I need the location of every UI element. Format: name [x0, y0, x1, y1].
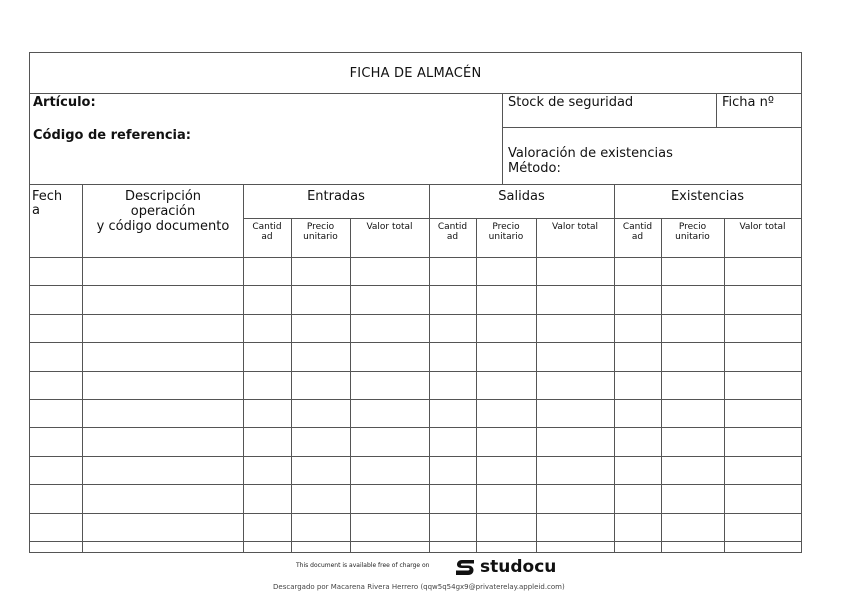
descripcion-header-line1: Descripción [124, 189, 202, 204]
salidas-header: Salidas [498, 189, 545, 204]
fecha-header-line2: a [32, 203, 40, 218]
table-row [30, 371, 801, 372]
col-divider-x-cantidad [661, 218, 662, 552]
entradas-valor-header: Valor total [366, 222, 413, 232]
col-divider-descripcion [243, 184, 244, 552]
metodo-label: Método: [508, 161, 561, 176]
studocu-brand[interactable]: studocu [480, 557, 557, 577]
col-divider-s-cantidad [476, 218, 477, 552]
col-divider-e-precio [350, 218, 351, 552]
col-divider-fecha [82, 184, 83, 552]
footer-downloaded: Descargado por Macarena Rivera Herrero (qqw5q54gx9@privaterelay.appleid.com) [273, 583, 565, 591]
table-row [30, 484, 801, 485]
header-divider [502, 94, 503, 184]
col-divider-s-precio [536, 218, 537, 552]
existencias-header: Existencias [670, 189, 745, 204]
inventory-card [29, 52, 802, 553]
ficha-divider [716, 94, 717, 128]
header-bottom-line [30, 184, 801, 185]
table-row [30, 314, 801, 315]
table-row [30, 285, 801, 286]
articulo-label: Artículo: [33, 95, 96, 110]
studocu-logo-icon [454, 557, 476, 578]
subheader-line [243, 218, 801, 219]
stock-underline [502, 127, 801, 128]
salidas-valor-header: Valor total [551, 222, 599, 232]
col-divider-salidas [614, 184, 615, 552]
col-divider-x-precio [724, 218, 725, 552]
salidas-cantidad-header: Cantid ad [437, 222, 468, 242]
entradas-header: Entradas [307, 189, 365, 204]
table-row [30, 456, 801, 457]
existencias-precio-header: Precio unitario [675, 222, 710, 242]
descripcion-header-line2: operación [130, 204, 196, 219]
stock-label: Stock de seguridad [508, 95, 634, 110]
table-row [30, 257, 801, 258]
descripcion-header-line3: y código documento [96, 219, 230, 234]
codigo-label: Código de referencia: [33, 128, 191, 143]
ficha-label: Ficha nº [722, 95, 774, 110]
col-divider-entradas [429, 184, 430, 552]
salidas-precio-header: Precio unitario [488, 222, 524, 242]
entradas-cantidad-header: Cantid ad [252, 222, 282, 242]
valoracion-label: Valoración de existencias [508, 146, 673, 161]
table-row [30, 513, 801, 514]
table-row [30, 541, 801, 542]
page-title: FICHA DE ALMACÉN [30, 53, 801, 94]
footer-available: This document is available free of charge on [296, 562, 430, 569]
existencias-cantidad-header: Cantid ad [622, 222, 653, 242]
col-divider-e-cantidad [291, 218, 292, 552]
table-row [30, 427, 801, 428]
entradas-precio-header: Precio unitario [303, 222, 338, 242]
existencias-valor-header: Valor total [739, 222, 786, 232]
fecha-header-line1: Fech [32, 189, 63, 204]
table-row [30, 399, 801, 400]
table-row [30, 342, 801, 343]
